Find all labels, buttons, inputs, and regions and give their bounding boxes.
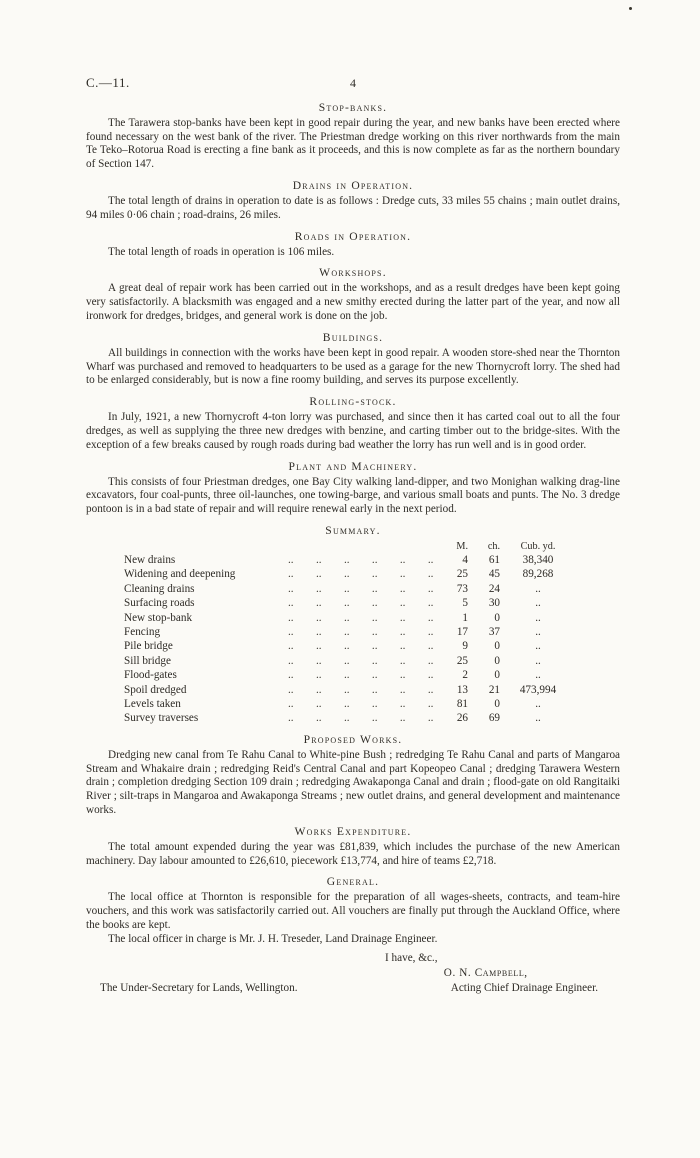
row-label: Sill bridge xyxy=(124,654,171,667)
row-cubic-yards: .. xyxy=(535,597,541,610)
row-chains: 45 xyxy=(488,568,500,581)
paragraph: The local officer in charge is Mr. J. H. Treseder, Land Drainage Engineer. xyxy=(108,932,438,945)
row-label: Pile bridge xyxy=(124,640,173,653)
paragraph: The Tarawera stop-banks have been kept in good repair during the year, and new banks have been erected where found necessary on the west bank of the river. The Priestman dredge working on this river northwards from the main Te Teko–Rotorua Road is erecting a fine bank as it proceeds, and this is now complete as far as the northern boundary of Section 147. xyxy=(86,116,620,171)
dot-leader xyxy=(282,683,438,697)
column-header-chains: ch. xyxy=(487,540,500,552)
valediction: I have, &c., xyxy=(385,951,438,964)
row-label: Survey traverses xyxy=(124,712,199,725)
section-rolling-stock xyxy=(86,395,620,452)
table-row xyxy=(124,625,576,639)
row-label: New drains xyxy=(124,553,176,566)
section-general xyxy=(86,875,620,946)
table-row xyxy=(124,683,576,697)
section-heading: Roads in Operation. xyxy=(294,229,412,243)
section-works-expenditure xyxy=(86,825,620,869)
row-chains: 37 xyxy=(488,625,500,638)
section-heading: Buildings. xyxy=(322,330,384,344)
dot-leader xyxy=(282,654,438,668)
paragraph: The total amount expended during the year was £81,839, which includes the purchase of the new American machinery. Day labour amounted to £26,610, piecework £13,774, and hire of teams £2,718. xyxy=(86,840,620,867)
row-cubic-yards: .. xyxy=(535,582,541,595)
row-cubic-yards: .. xyxy=(535,640,541,653)
row-miles: 1 xyxy=(462,611,468,624)
row-cubic-yards: .. xyxy=(535,611,541,624)
row-chains: 0 xyxy=(494,654,500,667)
dot-leader xyxy=(282,625,438,639)
dot-leader xyxy=(282,611,438,625)
table-row xyxy=(124,596,576,610)
section-roads-in-operation xyxy=(86,230,620,260)
row-miles: 4 xyxy=(462,553,468,566)
scan-speck xyxy=(629,7,632,10)
section-heading: Summary. xyxy=(325,523,381,537)
section-heading: Plant and Machinery. xyxy=(288,459,418,473)
closing-block xyxy=(86,951,620,996)
row-miles: 5 xyxy=(462,597,468,610)
row-chains: 0 xyxy=(494,698,500,710)
dot-leader xyxy=(282,553,438,567)
row-miles: 25 xyxy=(456,654,468,667)
section-proposed-works xyxy=(86,733,620,818)
section-buildings xyxy=(86,331,620,388)
column-header-cubic-yards: Cub. yd. xyxy=(520,540,556,552)
row-label: Cleaning drains xyxy=(124,582,195,595)
section-summary xyxy=(86,524,620,726)
dot-leader xyxy=(282,582,438,596)
table-row xyxy=(124,697,576,711)
row-chains: 69 xyxy=(488,712,500,725)
signatory-name: O. N. Campbell, xyxy=(443,966,528,979)
row-miles: 81 xyxy=(456,698,468,710)
row-miles: 26 xyxy=(456,712,468,725)
paragraph: The total length of drains in operation to date is as follows : Dredge cuts, 33 miles 55 chains ; main outlet drains, 94 miles 0·06 chain ; road-drains, 26 miles. xyxy=(86,194,620,221)
summary-table-header xyxy=(124,540,576,553)
row-cubic-yards: .. xyxy=(535,669,541,682)
section-heading: Stop-banks. xyxy=(318,100,388,114)
row-miles: 9 xyxy=(462,640,468,653)
dot-leader xyxy=(282,639,438,653)
row-miles: 73 xyxy=(456,582,468,595)
page-header xyxy=(86,76,620,91)
row-cubic-yards: .. xyxy=(535,625,541,638)
table-row xyxy=(124,711,576,725)
summary-table xyxy=(124,540,576,726)
row-chains: 0 xyxy=(494,611,500,624)
section-heading: Drains in Operation. xyxy=(292,178,414,192)
row-label: Levels taken xyxy=(124,698,181,710)
row-chains: 21 xyxy=(488,683,500,696)
table-row xyxy=(124,654,576,668)
row-chains: 61 xyxy=(488,553,500,566)
row-label: Surfacing roads xyxy=(124,597,195,610)
section-workshops xyxy=(86,266,620,323)
row-miles: 2 xyxy=(462,669,468,682)
paragraph: This consists of four Priestman dredges, one Bay City walking land-dipper, and two Monighan walking drag-line excavators, four coal-punts, three oil-launches, one towing-barge, and various small boats and punts. The No. 3 dredge pontoon is in a bad state of repair and will require renewal early in the next period. xyxy=(86,475,620,516)
signatory-title: Acting Chief Drainage Engineer. xyxy=(450,981,598,994)
page-number: 4 xyxy=(350,76,356,90)
row-label: Flood-gates xyxy=(124,669,177,682)
paragraph: The local office at Thornton is responsible for the preparation of all wages-sheets, contracts, and team-hire vouchers, and this work was satisfactorily carried out. All vouchers are finally put through the Auckland Office, where the books are kept. xyxy=(86,891,620,931)
addressee: The Under-Secretary for Lands, Wellington. xyxy=(100,981,298,994)
table-row xyxy=(124,611,576,625)
dot-leader xyxy=(282,668,438,682)
table-row xyxy=(124,668,576,682)
row-chains: 0 xyxy=(494,640,500,653)
paragraph: In July, 1921, a new Thornycroft 4-ton lorry was purchased, and since then it has carted coal out to all the four dredges, as well as supplying the three new dredges with benzine, and carting timber out to the bridge-sites. With the exception of a few breaks caused by rough roads during bad weather the lorry has run well and is in good order. xyxy=(86,411,620,451)
row-cubic-yards: 473,994 xyxy=(519,683,557,696)
dot-leader xyxy=(282,697,438,711)
row-chains: 30 xyxy=(488,597,500,610)
paragraph: All buildings in connection with the works have been kept in good repair. A wooden store-shed near the Thornton Wharf was purchased and removed to headquarters to be used as a garage for the new Thornycroft lorry. The shed had to be enlarged considerably, but is now a fine roomy building, and serves its purpose excellently. xyxy=(86,346,620,387)
dot-leader xyxy=(282,711,438,725)
row-cubic-yards: .. xyxy=(535,698,541,710)
row-chains: 24 xyxy=(488,582,500,595)
section-heading: Rolling-stock. xyxy=(309,395,397,409)
table-row xyxy=(124,639,576,653)
closing-row xyxy=(86,981,620,996)
table-row xyxy=(124,553,576,567)
row-cubic-yards: 89,268 xyxy=(522,568,554,581)
row-cubic-yards: 38,340 xyxy=(522,553,554,566)
dot-leader xyxy=(282,567,438,581)
section-drains-in-operation xyxy=(86,179,620,223)
section-plant-and-machinery xyxy=(86,460,620,517)
row-miles: 25 xyxy=(456,568,468,581)
section-heading: General. xyxy=(326,875,380,889)
row-label: Fencing xyxy=(124,625,161,638)
table-row xyxy=(124,582,576,596)
row-cubic-yards: .. xyxy=(535,654,541,667)
dot-leader xyxy=(282,596,438,610)
row-label: New stop-bank xyxy=(124,611,193,624)
row-label: Spoil dredged xyxy=(124,683,187,696)
column-header-miles: M. xyxy=(456,540,468,552)
row-miles: 13 xyxy=(456,683,468,696)
paragraph: A great deal of repair work has been carried out in the workshops, and as a result dredges have been kept going very satisfactorily. A blacksmith was engaged and a new smithy erected during the latter part of the year, and now all ironwork for dredges, bridges, and general work is done on the job. xyxy=(86,282,620,322)
section-stop-banks xyxy=(86,101,620,172)
row-label: Widening and deepening xyxy=(124,568,236,581)
row-chains: 0 xyxy=(494,669,500,682)
row-miles: 17 xyxy=(456,625,468,638)
row-cubic-yards: .. xyxy=(535,712,541,725)
paragraph: Dredging new canal from Te Rahu Canal to White-pine Bush ; redredging Te Rahu Canal and parts of Mangaroa Stream and Whakaire drain ; redredging Reid's Central Canal and part Kopeopeo Canal ; dredging Tarawera Western drain ; completion dredging Section 109 drain ; redredging Awakaponga Canal and drain ; flood-gate on old Rangitaiki River ; silt-traps in Mangaroa and Awakaponga Streams ; new outlet drains, and general development and maintenance works. xyxy=(86,748,620,816)
section-heading: Workshops. xyxy=(319,266,387,280)
section-heading: Works Expenditure. xyxy=(294,824,412,838)
section-heading: Proposed Works. xyxy=(303,732,403,746)
paragraph: The total length of roads in operation is 106 miles. xyxy=(108,245,335,258)
table-row xyxy=(124,567,576,581)
document-reference: C.—11. xyxy=(86,75,130,90)
